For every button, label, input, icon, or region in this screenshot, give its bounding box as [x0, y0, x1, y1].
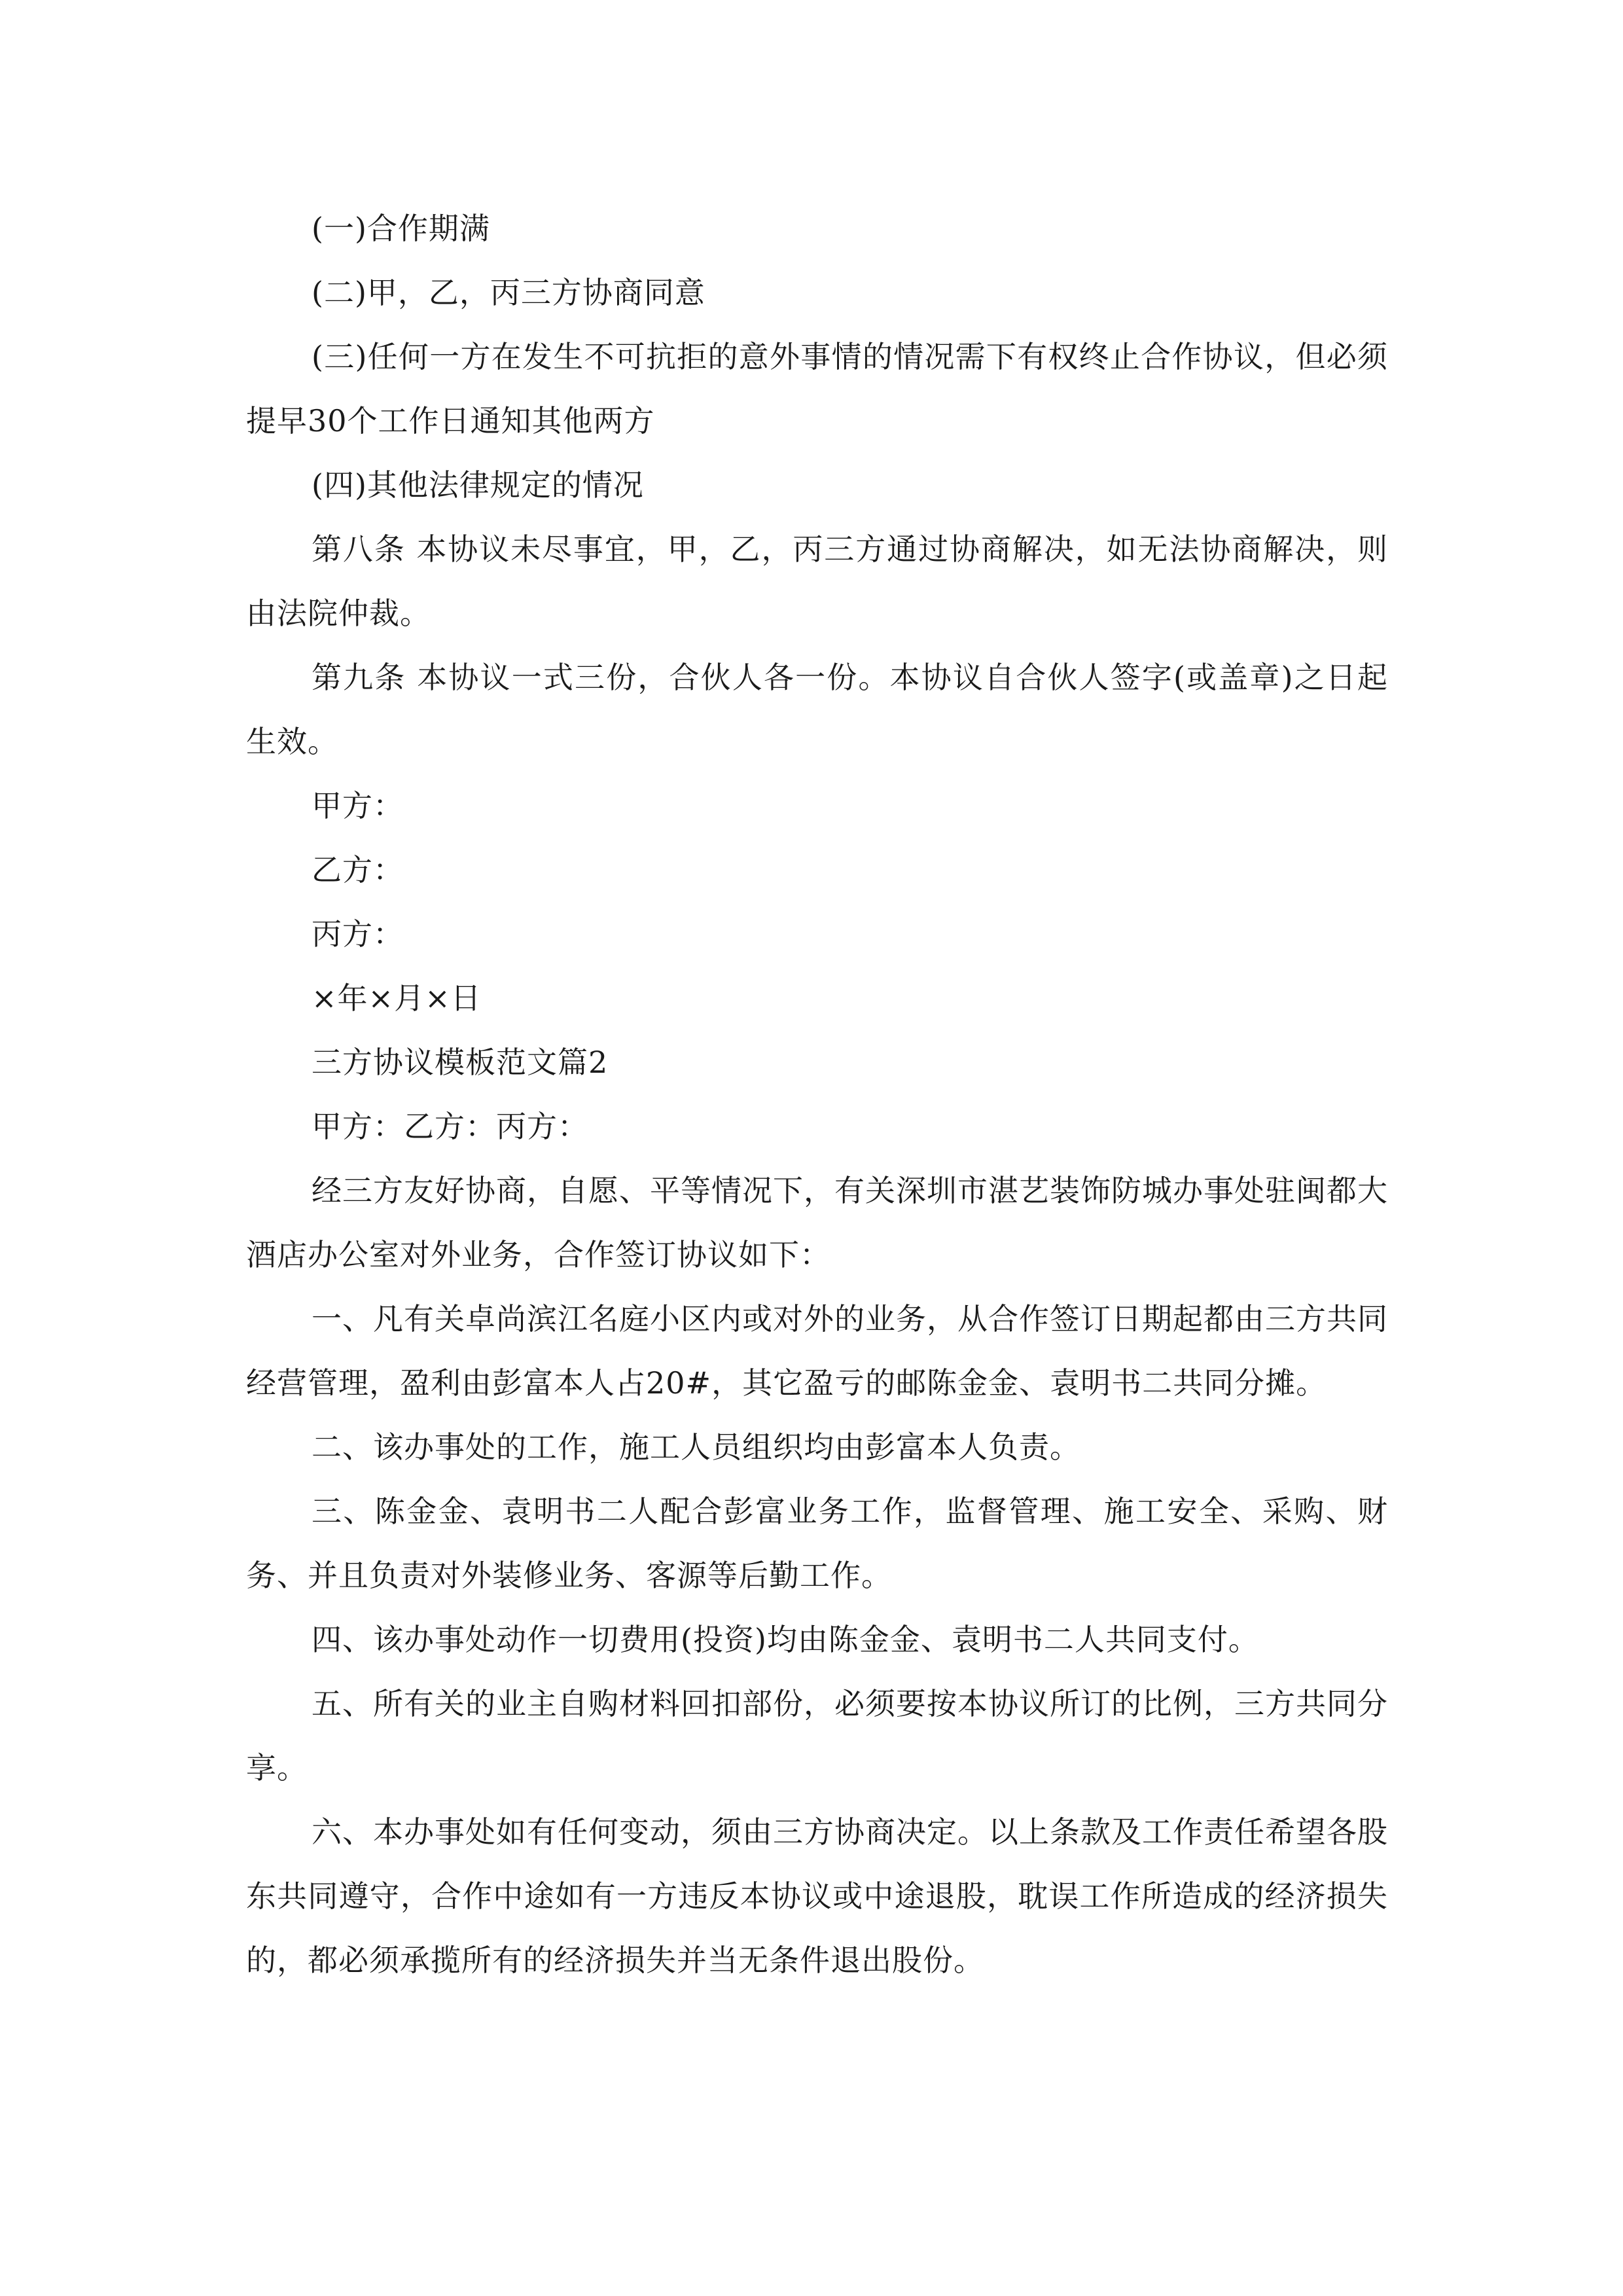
- paragraph: (一)合作期满: [312, 211, 490, 246]
- parties-line: 甲方：乙方：丙方：: [312, 1109, 588, 1144]
- paragraph: (四)其他法律规定的情况: [312, 467, 644, 503]
- party-b-signature: 乙方：: [312, 852, 404, 888]
- party-c-signature: 丙方：: [312, 916, 404, 952]
- document-body: [246, 196, 1388, 1992]
- clause-3: 三、陈金金、袁明书二人配合彭富业务工作，监督管理、施工安全、采购、财务、并且负责对外装修业务、客源等后勤工作。: [246, 1494, 1388, 1593]
- paragraph: (二)甲，乙，丙三方协商同意: [312, 275, 705, 310]
- clause-4: 四、该办事处动作一切费用(投资)均由陈金金、袁明书二人共同支付。: [312, 1622, 1259, 1657]
- clause-2: 二、该办事处的工作，施工人员组织均由彭富本人负责。: [312, 1429, 1080, 1465]
- clause-6: 六、本办事处如有任何变动，须由三方协商决定。以上条款及工作责任希望各股东共同遵守，合作中途如有一方违反本协议或中途退股，耽误工作所造成的经济损失的，都必须承揽所有的经济损失并当无条件退出股份。: [246, 1814, 1388, 1978]
- paragraph: 经三方友好协商，自愿、平等情况下，有关深圳市湛艺装饰防城办事处驻闽都大酒店办公室对外业务，合作签订协议如下：: [246, 1173, 1388, 1272]
- paragraph: (三)任何一方在发生不可抗拒的意外事情的情况需下有权终止合作协议，但必须提早30个工作日通知其他两方: [246, 339, 1388, 439]
- section-heading: 三方协议模板范文篇2: [312, 1045, 609, 1080]
- clause-1: 一、凡有关卓尚滨江名庭小区内或对外的业务，从合作签订日期起都由三方共同经营管理，盈利由彭富本人占20#，其它盈亏的邮陈金金、袁明书二共同分摊。: [246, 1301, 1388, 1401]
- party-a-signature: 甲方：: [312, 788, 404, 823]
- article-9: 第九条 本协议一式三份，合伙人各一份。本协议自合伙人签字(或盖章)之日起生效。: [246, 660, 1388, 759]
- signing-date: ×年×月×日: [312, 980, 482, 1016]
- clause-5: 五、所有关的业主自购材料回扣部份，必须要按本协议所订的比例，三方共同分享。: [246, 1686, 1388, 1785]
- article-8: 第八条 本协议未尽事宜，甲，乙，丙三方通过协商解决，如无法协商解决，则由法院仲裁。: [246, 531, 1388, 631]
